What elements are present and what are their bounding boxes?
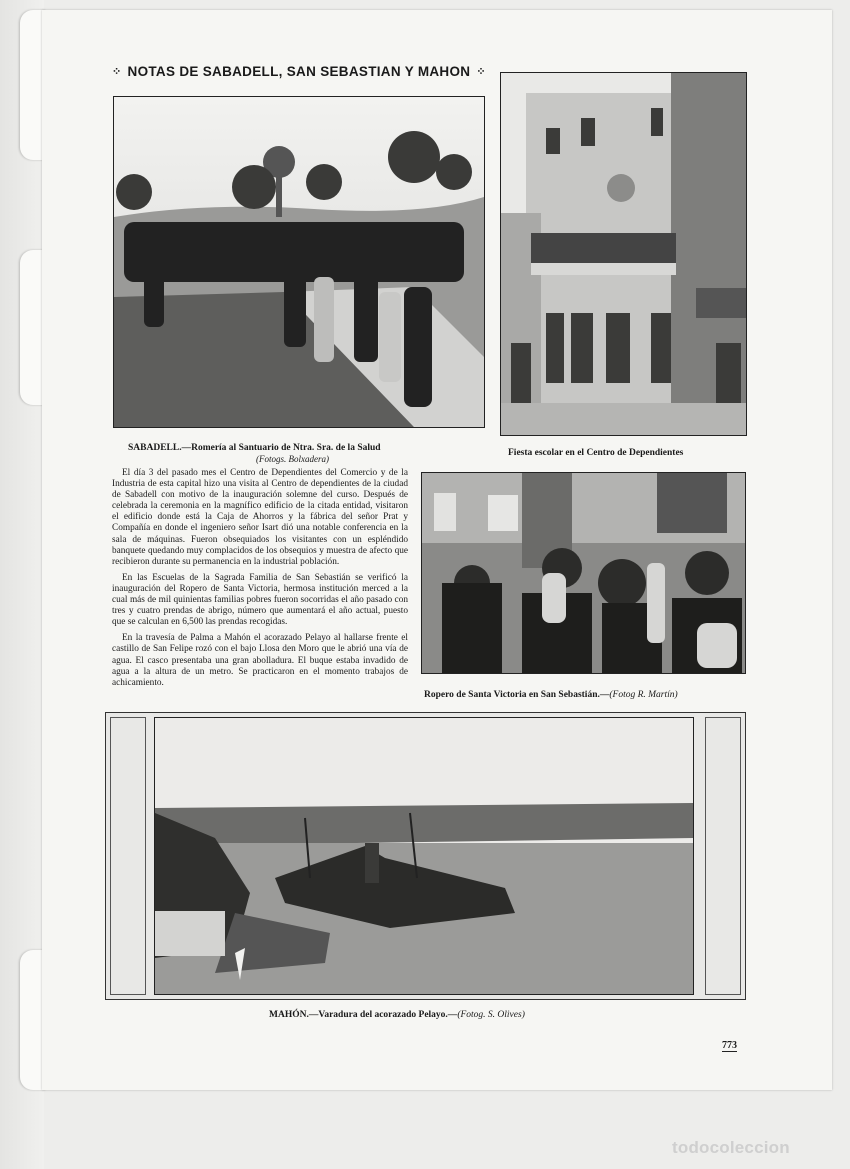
credit-ropero: (Fotog R. Martín) — [609, 690, 678, 700]
photo-frame-mahon — [105, 712, 746, 1000]
article-paragraph: En la travesía de Palma a Mahón el acorazado Pelayo al hallarse frente el castillo de San Felipe rozó con el bajo Llosa den Moro que le abrió una vía de agua. El casco presentaba una gran abolladura. El buque estaba invadido de agua a la altura de un metro. Se practicaron en el momento trabajos de achicamiento. — [112, 633, 408, 688]
photo-centro-building — [500, 72, 747, 436]
ornament-icon: ⁘ — [476, 66, 486, 78]
binding-strip — [0, 0, 44, 1169]
article-paragraph: El día 3 del pasado mes el Centro de Dependientes del Comercio y de la Industria de esta capital hizo una visita al Centro de dependientes de la ciudad de Sabadell con motivo de la inauguración solemne del curso. Después de celebrada la ceremonia en la magnífico edificio de la citada entidad, visitaron el edificio donde está la Caja de Ahorros y la fábrica del señor Prat y Compañía en donde el ingeniero señor Isart dió una notable conferencia en la sala de máquinas. Fueron obsequiados los visitantes con un espléndido banquete quedando muy complacidos de los obsequios y muestra de afecto que recibieron durante su permanencia en la industrial población. — [112, 468, 408, 567]
caption-sabadell: SABADELL.—Romería al Santuario de Ntra. Sra. de la Salud — [128, 443, 381, 453]
frame-panel — [705, 717, 741, 995]
watermark: todocoleccion — [672, 1138, 790, 1157]
article-body — [112, 468, 408, 694]
page-title: NOTAS DE SABADELL, SAN SEBASTIAN Y MAHON — [127, 64, 471, 79]
frame-panel — [110, 717, 146, 995]
caption-ropero — [424, 690, 678, 700]
caption-fiesta: Fiesta escolar en el Centro de Dependientes — [508, 448, 684, 458]
ornament-icon: ⁘ — [112, 66, 122, 78]
credit-sabadell: (Fotogs. Bolxadera) — [256, 454, 329, 464]
caption-ropero-text: Ropero de Santa Victoria en San Sebastián.— — [424, 690, 610, 700]
page-header — [112, 64, 492, 79]
photo-ropero-santa-victoria — [421, 472, 746, 674]
credit-mahon: (Fotog. S. Olives) — [457, 1010, 525, 1020]
caption-mahon — [269, 1010, 525, 1020]
caption-mahon-text: MAHÓN.—Varadura del acorazado Pelayo.— — [269, 1010, 458, 1020]
page-number: 773 — [722, 1040, 737, 1051]
article-paragraph: En las Escuelas de la Sagrada Familia de San Sebastián se verificó la inauguración del Ropero de Santa Victoria, hermosa institución merced a la cual más de mil quinientas familias pobres fueron socorridas el año pasado con tres y cuatro prendas de abrigo, número que aumentará el año actual, puesto que se calculan en 6,500 las prendas recogidas. — [112, 572, 408, 628]
photo-mahon-pelayo — [154, 717, 694, 995]
photo-sabadell-pilgrimage — [113, 96, 485, 428]
